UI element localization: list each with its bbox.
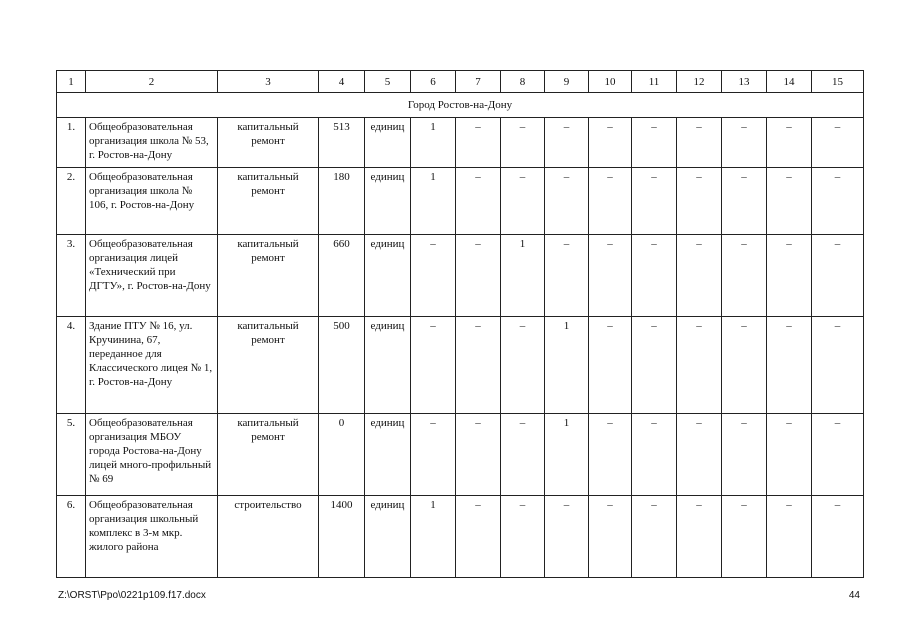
- object-name: Общеобразовательная организация МБОУ города Ростова-на-Дону лицей много-профильный № 69: [86, 414, 218, 496]
- column-number: 15: [812, 71, 864, 93]
- year-value-cell: 1: [545, 317, 589, 414]
- column-number: 2: [86, 71, 218, 93]
- year-value-cell: –: [589, 317, 632, 414]
- year-value-cell: –: [677, 496, 722, 578]
- year-value-cell: –: [812, 496, 864, 578]
- column-number: 8: [501, 71, 545, 93]
- year-value-cell: –: [589, 235, 632, 317]
- year-value-cell: –: [456, 317, 501, 414]
- column-number-row: [57, 71, 864, 93]
- year-value-cell: –: [411, 414, 456, 496]
- work-type: капитальный ремонт: [218, 235, 319, 317]
- row-number: 3.: [57, 235, 86, 317]
- year-value-cell: –: [677, 168, 722, 235]
- year-value-cell: –: [501, 317, 545, 414]
- page-number: 44: [848, 590, 860, 601]
- year-value-cell: –: [812, 168, 864, 235]
- table-body: [57, 71, 864, 578]
- year-value-cell: –: [812, 235, 864, 317]
- year-value-cell: –: [545, 496, 589, 578]
- unit-label: единиц: [365, 235, 411, 317]
- city-row: [57, 93, 864, 118]
- year-value-cell: –: [632, 118, 677, 168]
- object-name: Общеобразовательная организация школа № 53, г. Ростов-на-Дону: [86, 118, 218, 168]
- row-number: 2.: [57, 168, 86, 235]
- year-value-cell: –: [545, 118, 589, 168]
- column-number: 9: [545, 71, 589, 93]
- year-value-cell: –: [722, 118, 767, 168]
- unit-label: единиц: [365, 317, 411, 414]
- column-number: 7: [456, 71, 501, 93]
- year-value-cell: 1: [501, 235, 545, 317]
- year-value-cell: –: [589, 414, 632, 496]
- year-value-cell: –: [767, 235, 812, 317]
- year-value-cell: –: [722, 414, 767, 496]
- year-value-cell: –: [722, 317, 767, 414]
- year-value-cell: –: [545, 235, 589, 317]
- data-table: [56, 70, 864, 578]
- year-value-cell: 1: [545, 414, 589, 496]
- work-type: капитальный ремонт: [218, 317, 319, 414]
- column-number: 1: [57, 71, 86, 93]
- year-value-cell: –: [589, 118, 632, 168]
- year-value-cell: –: [767, 414, 812, 496]
- file-path: Z:\ORST\Ppo\0221p109.f17.docx: [58, 590, 206, 601]
- capacity-value: 0: [319, 414, 365, 496]
- year-value-cell: –: [456, 496, 501, 578]
- work-type: строительство: [218, 496, 319, 578]
- object-name: Общеобразовательная организация лицей «Технический при ДГТУ», г. Ростов-на-Дону: [86, 235, 218, 317]
- year-value-cell: –: [501, 168, 545, 235]
- year-value-cell: –: [767, 317, 812, 414]
- year-value-cell: –: [722, 168, 767, 235]
- year-value-cell: –: [411, 317, 456, 414]
- year-value-cell: –: [767, 496, 812, 578]
- year-value-cell: –: [677, 414, 722, 496]
- object-name: Общеобразовательная организация школьный комплекс в 3-м мкр. жилого района: [86, 496, 218, 578]
- year-value-cell: –: [677, 118, 722, 168]
- row-number: 1.: [57, 118, 86, 168]
- work-type: капитальный ремонт: [218, 118, 319, 168]
- year-value-cell: –: [812, 414, 864, 496]
- capacity-value: 180: [319, 168, 365, 235]
- object-name: Общеобразовательная организация школа № 106, г. Ростов-на-Дону: [86, 168, 218, 235]
- unit-label: единиц: [365, 414, 411, 496]
- table-row: [57, 235, 864, 317]
- year-value-cell: 1: [411, 118, 456, 168]
- year-value-cell: –: [632, 168, 677, 235]
- table-row: [57, 414, 864, 496]
- unit-label: единиц: [365, 496, 411, 578]
- unit-label: единиц: [365, 118, 411, 168]
- year-value-cell: –: [501, 414, 545, 496]
- year-value-cell: –: [545, 168, 589, 235]
- city-heading: Город Ростов-на-Дону: [57, 93, 864, 118]
- year-value-cell: –: [767, 118, 812, 168]
- year-value-cell: –: [456, 118, 501, 168]
- capacity-value: 500: [319, 317, 365, 414]
- year-value-cell: –: [411, 235, 456, 317]
- year-value-cell: –: [812, 317, 864, 414]
- year-value-cell: –: [501, 496, 545, 578]
- row-number: 6.: [57, 496, 86, 578]
- year-value-cell: –: [632, 496, 677, 578]
- column-number: 11: [632, 71, 677, 93]
- capacity-value: 660: [319, 235, 365, 317]
- year-value-cell: –: [456, 414, 501, 496]
- year-value-cell: –: [632, 235, 677, 317]
- table-row: [57, 317, 864, 414]
- year-value-cell: –: [812, 118, 864, 168]
- year-value-cell: –: [677, 235, 722, 317]
- year-value-cell: –: [632, 317, 677, 414]
- year-value-cell: –: [767, 168, 812, 235]
- work-type: капитальный ремонт: [218, 168, 319, 235]
- year-value-cell: –: [501, 118, 545, 168]
- year-value-cell: –: [589, 496, 632, 578]
- row-number: 5.: [57, 414, 86, 496]
- column-number: 4: [319, 71, 365, 93]
- year-value-cell: –: [722, 235, 767, 317]
- column-number: 12: [677, 71, 722, 93]
- year-value-cell: 1: [411, 496, 456, 578]
- column-number: 13: [722, 71, 767, 93]
- object-name: Здание ПТУ № 16, ул. Кручинина, 67, переданное для Классического лицея № 1, г. Ростов-на-Дону: [86, 317, 218, 414]
- year-value-cell: –: [677, 317, 722, 414]
- column-number: 5: [365, 71, 411, 93]
- year-value-cell: –: [632, 414, 677, 496]
- column-number: 6: [411, 71, 456, 93]
- capacity-value: 513: [319, 118, 365, 168]
- year-value-cell: –: [722, 496, 767, 578]
- unit-label: единиц: [365, 168, 411, 235]
- year-value-cell: –: [589, 168, 632, 235]
- column-number: 10: [589, 71, 632, 93]
- column-number: 3: [218, 71, 319, 93]
- table-row: [57, 496, 864, 578]
- table-row: [57, 118, 864, 168]
- year-value-cell: –: [456, 168, 501, 235]
- table-row: [57, 168, 864, 235]
- capacity-value: 1400: [319, 496, 365, 578]
- year-value-cell: 1: [411, 168, 456, 235]
- work-type: капитальный ремонт: [218, 414, 319, 496]
- column-number: 14: [767, 71, 812, 93]
- row-number: 4.: [57, 317, 86, 414]
- year-value-cell: –: [456, 235, 501, 317]
